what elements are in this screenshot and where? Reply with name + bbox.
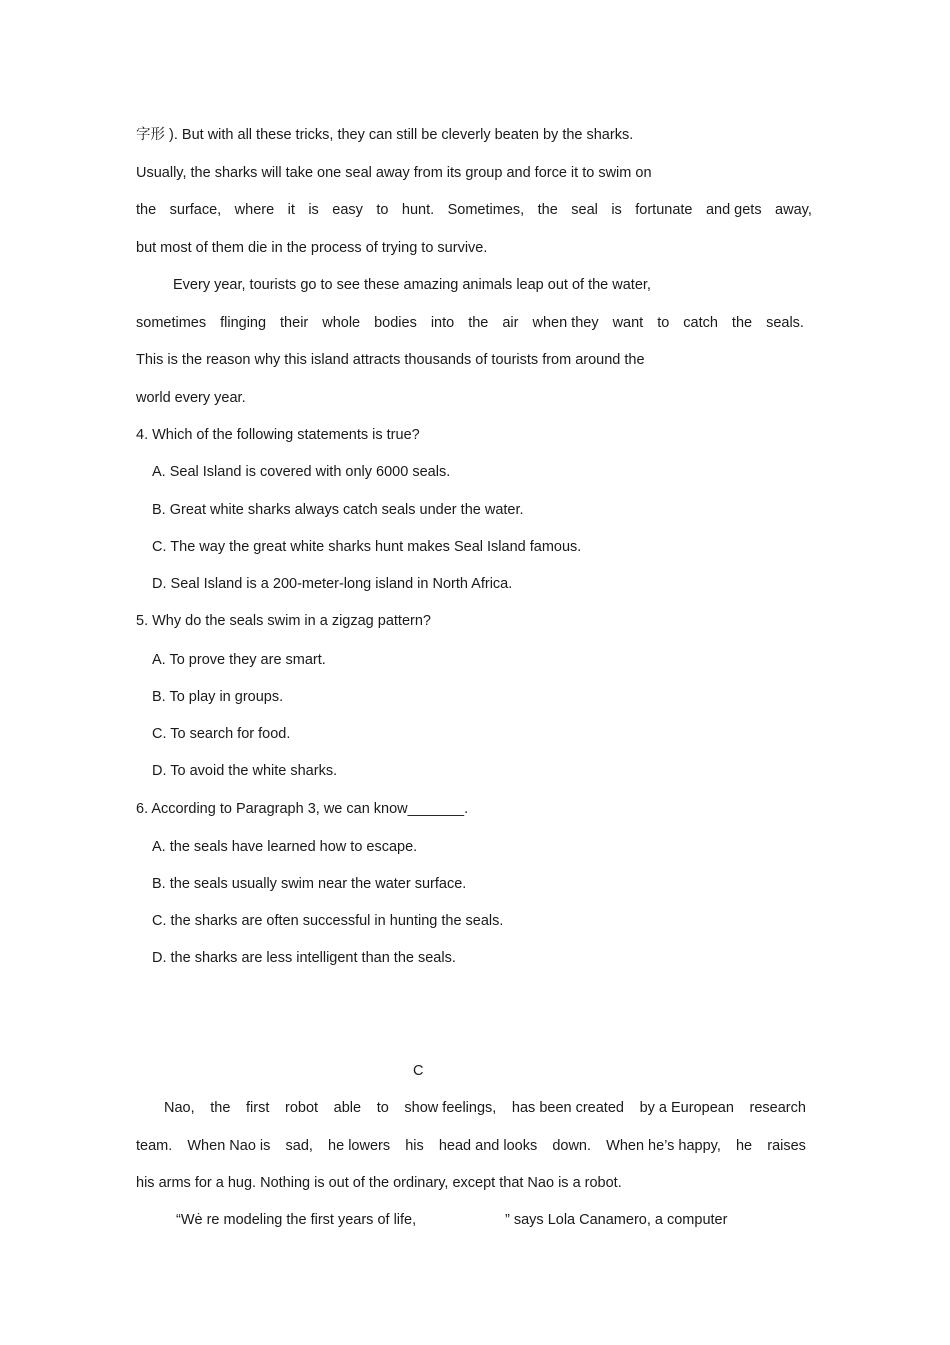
word: hunt.: [401, 202, 435, 218]
question-5-option-c: C. To search for food.: [152, 726, 291, 742]
passage-b-line-8: world every year.: [136, 390, 246, 406]
question-4-option-d: D. Seal Island is a 200-meter-long island in North Africa.: [152, 576, 513, 592]
question-6-stem: 6. According to Paragraph 3, we can know_______.: [136, 801, 469, 817]
passage-c-line-3: his arms for a hug. Nothing is out of the ordinary, except that Nao is a robot.: [136, 1175, 622, 1191]
word: catch: [683, 315, 718, 331]
question-4-option-b: B. Great white sharks always catch seals under the water.: [152, 502, 524, 518]
word: their: [280, 315, 309, 331]
word: When he’s happy,: [606, 1138, 721, 1154]
passage-b-line-3: [136, 201, 812, 219]
question-5-option-d: D. To avoid the white sharks.: [152, 763, 338, 779]
question-6-option-d: D. the sharks are less intelligent than the seals.: [152, 950, 456, 966]
word: show feelings,: [404, 1100, 497, 1116]
word: the: [468, 315, 489, 331]
question-6-option-c: C. the sharks are often successful in hunting the seals.: [152, 913, 504, 929]
word: surface,: [169, 202, 222, 218]
word: down.: [552, 1138, 592, 1154]
word: to: [657, 315, 670, 331]
passage-b-line-6: [136, 314, 804, 332]
word: Sometimes,: [447, 202, 525, 218]
word: away,: [775, 202, 812, 218]
word: head and looks: [438, 1138, 538, 1154]
passage-c-line-1: [164, 1099, 806, 1117]
word: where: [234, 202, 275, 218]
word: he: [735, 1138, 753, 1154]
passage-b-line-4: but most of them die in the process of trying to survive.: [136, 240, 488, 256]
word: is: [308, 202, 319, 218]
passage-c-heading: C: [413, 1063, 424, 1079]
question-4-stem: 4. Which of the following statements is true?: [136, 427, 420, 443]
question-5-stem: 5. Why do the seals swim in a zigzag pattern?: [136, 613, 431, 629]
word: and gets: [705, 202, 762, 218]
word: when they: [532, 315, 599, 331]
passage-c-line-4-right: ” says Lola Canamero, a computer: [505, 1212, 728, 1228]
passage-b-line-1: 字形 ). But with all these tricks, they can still be cleverly beaten by the sharks.: [136, 127, 634, 143]
word: whole: [322, 315, 361, 331]
word: research: [749, 1100, 806, 1116]
word: able: [333, 1100, 362, 1116]
word: team.: [136, 1138, 173, 1154]
word: seal: [571, 202, 598, 218]
word: it: [287, 202, 295, 218]
passage-c-line-2: [136, 1137, 806, 1155]
word: fortunate: [635, 202, 693, 218]
word: into: [430, 315, 455, 331]
word: easy: [332, 202, 363, 218]
question-6-option-a: A. the seals have learned how to escape.: [152, 839, 418, 855]
word: has been created: [511, 1100, 624, 1116]
word: seals.: [766, 315, 804, 331]
word: air: [502, 315, 519, 331]
question-6-option-b: B. the seals usually swim near the water surface.: [152, 876, 467, 892]
word: the: [210, 1100, 231, 1116]
word: is: [611, 202, 622, 218]
word: robot: [285, 1100, 319, 1116]
word: raises: [767, 1138, 806, 1154]
word: first: [246, 1100, 270, 1116]
passage-b-line-2: Usually, the sharks will take one seal away from its group and force it to swim on: [136, 165, 652, 181]
word: When Nao is: [187, 1138, 271, 1154]
word: sad,: [285, 1138, 313, 1154]
word: the: [136, 202, 157, 218]
word: by a European: [639, 1100, 734, 1116]
passage-b-line-5: Every year, tourists go to see these amazing animals leap out of the water,: [173, 277, 651, 293]
word: he lowers: [328, 1138, 391, 1154]
word: bodies: [374, 315, 417, 331]
question-4-option-c: C. The way the great white sharks hunt makes Seal Island famous.: [152, 539, 582, 555]
question-4-option-a: A. Seal Island is covered with only 6000 seals.: [152, 464, 451, 480]
passage-b-line-7: This is the reason why this island attracts thousands of tourists from around the: [136, 352, 645, 368]
passage-c-line-4-left: “Wė re modeling the first years of life,: [176, 1212, 417, 1228]
word: the: [731, 315, 753, 331]
word: sometimes: [136, 315, 207, 331]
word: the: [537, 202, 558, 218]
question-5-option-b: B. To play in groups.: [152, 689, 284, 705]
word: want: [612, 315, 644, 331]
word: flinging: [220, 315, 267, 331]
word: to: [376, 202, 389, 218]
word: Nao,: [164, 1100, 195, 1116]
word: to: [376, 1100, 389, 1116]
word: his: [405, 1138, 424, 1154]
question-5-option-a: A. To prove they are smart.: [152, 652, 326, 668]
